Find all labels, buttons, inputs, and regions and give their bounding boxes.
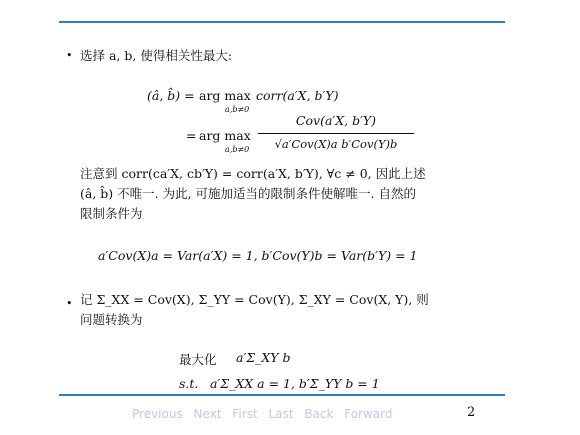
bullet2-line-1: 记 Σ_XX = Cov(X), Σ_YY = Cov(Y), Σ_XY = Cov(X, Y), 则 [80, 292, 429, 307]
st-constraint: a′Σ_XX a = 1, b′Σ_YY b = 1 [210, 376, 380, 391]
bullet-marker: • [66, 49, 73, 62]
opt-label: 最大化 [179, 352, 217, 367]
nav-last-link[interactable]: Last [268, 407, 294, 421]
navigation-bar [132, 407, 398, 421]
nav-previous-link[interactable]: Previous [132, 407, 183, 421]
eq2-fraction-bar [258, 133, 414, 134]
bullet-marker: • [66, 297, 73, 310]
remark-line-2: (â, b̂) 不唯一. 为此, 可施加适当的限制条件使解唯一. 自然的 [80, 186, 416, 201]
bullet1-text: 选择 a, b, 使得相关性最大: [80, 48, 233, 63]
constraint-equation: a′Cov(X)a = Var(a′X) = 1, b′Cov(Y)b = Var(b′Y) = 1 [98, 248, 418, 263]
eq2-argmax: arg max [199, 128, 251, 143]
nav-first-link[interactable]: First [232, 407, 258, 421]
eq1-argmax-sub: a,b≠0 [225, 105, 250, 114]
nav-back-link[interactable]: Back [304, 407, 334, 421]
nav-next-link[interactable]: Next [193, 407, 222, 421]
eq2-numerator: Cov(a′X, b′Y) [295, 113, 377, 128]
remark-line-1: 注意到 corr(ca′X, cb′Y) = corr(a′X, b′Y), ∀c ≠ 0, 因此上述 [80, 166, 426, 181]
eq1-rhs: corr(a′X, b′Y) [256, 88, 339, 103]
page-number: 2 [467, 405, 476, 420]
eq2-equals: = [186, 128, 197, 143]
nav-forward-link[interactable]: Forward [344, 407, 393, 421]
bottom-rule [59, 394, 505, 396]
st-label: s.t. [179, 376, 199, 391]
bullet2-paragraph [80, 290, 500, 330]
eq1-argmax: arg max [199, 88, 251, 103]
eq1-lhs: (â, b̂) = [147, 88, 195, 103]
bullet2-line-2: 问题转换为 [80, 312, 143, 327]
eq2-denominator: √a′Cov(X)a b′Cov(Y)b [274, 137, 398, 151]
remark-paragraph [80, 164, 500, 224]
opt-objective: a′Σ_XY b [236, 350, 291, 365]
eq2-argmax-sub: a,b≠0 [225, 145, 250, 154]
remark-line-3: 限制条件为 [80, 206, 143, 221]
